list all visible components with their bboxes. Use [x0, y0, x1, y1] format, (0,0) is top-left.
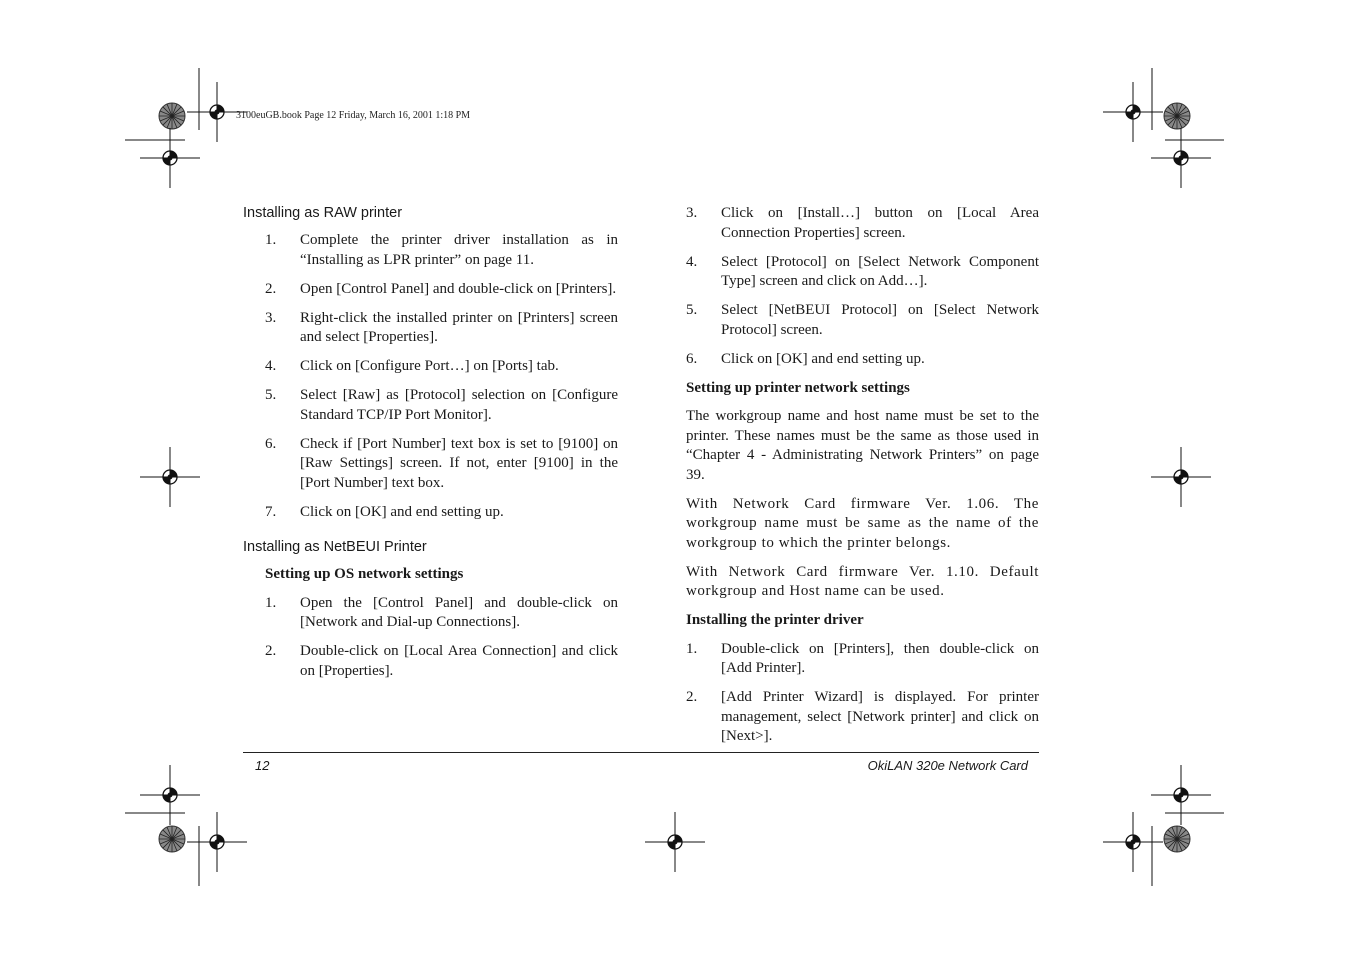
step-text: Click on [OK] and end setting up. — [300, 503, 504, 520]
step-number: 5. — [686, 302, 698, 318]
raw-steps-list — [243, 231, 618, 522]
list-item — [265, 594, 618, 633]
step-number: 3. — [686, 205, 698, 221]
continued-steps-list — [686, 204, 1039, 369]
footer-product-name: OkiLAN 320e Network Card — [867, 758, 1028, 773]
step-text: Click on [Configure Port…] on [Ports] tab. — [300, 358, 559, 374]
os-steps-list — [243, 594, 618, 682]
list-item — [265, 357, 618, 377]
step-text: Open the [Control Panel] and double-click on [Network and Dial-up Connections]. — [300, 594, 618, 630]
raw-printer-heading: Installing as RAW printer — [243, 205, 403, 221]
printer-network-subheading: Setting up printer network settings — [686, 379, 910, 396]
list-item — [686, 688, 1039, 747]
step-text: Click on [Install…] button on [Local Area Connection Properties] screen. — [721, 205, 1039, 241]
list-item — [686, 204, 1039, 243]
right-column — [686, 204, 1039, 756]
step-number: 2. — [265, 643, 277, 659]
step-number: 2. — [265, 280, 277, 297]
print-header-line: 3100euGB.book Page 12 Friday, March 16, 2001 1:18 PM — [236, 110, 471, 121]
step-number: 1. — [265, 232, 277, 248]
list-item — [265, 386, 618, 425]
step-text: Click on [OK] and end setting up. — [721, 350, 925, 367]
list-item — [686, 253, 1039, 292]
step-text: Open [Control Panel] and double-click on [Printers]. — [300, 280, 617, 297]
paragraph-firmware-110: With Network Card firmware Ver. 1.10. Default workgroup and Host name can be used. — [686, 563, 1039, 599]
step-number: 6. — [686, 350, 698, 367]
list-item — [265, 231, 618, 270]
list-item — [265, 503, 618, 523]
printer-driver-subheading: Installing the printer driver — [686, 612, 864, 628]
list-item — [265, 280, 618, 300]
step-number: 7. — [265, 503, 277, 520]
paragraph-names-required: The workgroup name and host name must be set to the printer. These names must be the same as those used in “Chapter 4 - Administrating Network Printers” on page 39. — [686, 408, 1039, 483]
os-network-subheading: Setting up OS network settings — [265, 566, 464, 582]
step-text: Double-click on [Printers], then double-click on [Add Printer]. — [721, 640, 1039, 676]
list-item — [686, 640, 1039, 679]
netbeui-heading: Installing as NetBEUI Printer — [243, 539, 427, 555]
list-item — [686, 301, 1039, 340]
step-number: 4. — [686, 253, 698, 270]
footer-rule — [243, 752, 1039, 753]
step-text: Right-click the installed printer on [Printers] screen and select [Properties]. — [300, 309, 618, 345]
step-number: 1. — [686, 640, 698, 657]
step-text: Double-click on [Local Area Connection] and click on [Properties]. — [300, 643, 618, 679]
step-text: Select [Raw] as [Protocol] selection on [Configure Standard TCP/IP Port Monitor]. — [300, 387, 618, 423]
list-item — [686, 350, 1039, 370]
step-text: Check if [Port Number] text box is set to [9100] on [Raw Settings] screen. If not, enter [9100] in the [Port Number] text box. — [300, 435, 618, 491]
list-item — [265, 642, 618, 681]
step-number: 1. — [265, 594, 277, 611]
left-column — [243, 204, 618, 691]
step-number: 3. — [265, 309, 277, 326]
step-text: [Add Printer Wizard] is displayed. For printer management, select [Network printer] and click on [Next>]. — [721, 689, 1039, 744]
step-number: 5. — [265, 387, 277, 403]
page-number: 12 — [255, 758, 270, 773]
step-text: Complete the printer driver installation as in “Installing as LPR printer” on page 11. — [300, 232, 618, 268]
paragraph-firmware-106: With Network Card firmware Ver. 1.06. The workgroup name must be same as the name of the workgroup to which the printer belongs. — [686, 495, 1039, 551]
step-number: 2. — [686, 689, 698, 705]
step-number: 6. — [265, 435, 277, 452]
list-item — [265, 309, 618, 348]
step-text: Select [NetBEUI Protocol] on [Select Network Protocol] screen. — [721, 302, 1039, 338]
step-number: 4. — [265, 358, 277, 374]
list-item — [265, 435, 618, 494]
driver-steps-list — [686, 640, 1039, 747]
step-text: Select [Protocol] on [Select Network Component Type] screen and click on Add…]. — [721, 253, 1039, 289]
